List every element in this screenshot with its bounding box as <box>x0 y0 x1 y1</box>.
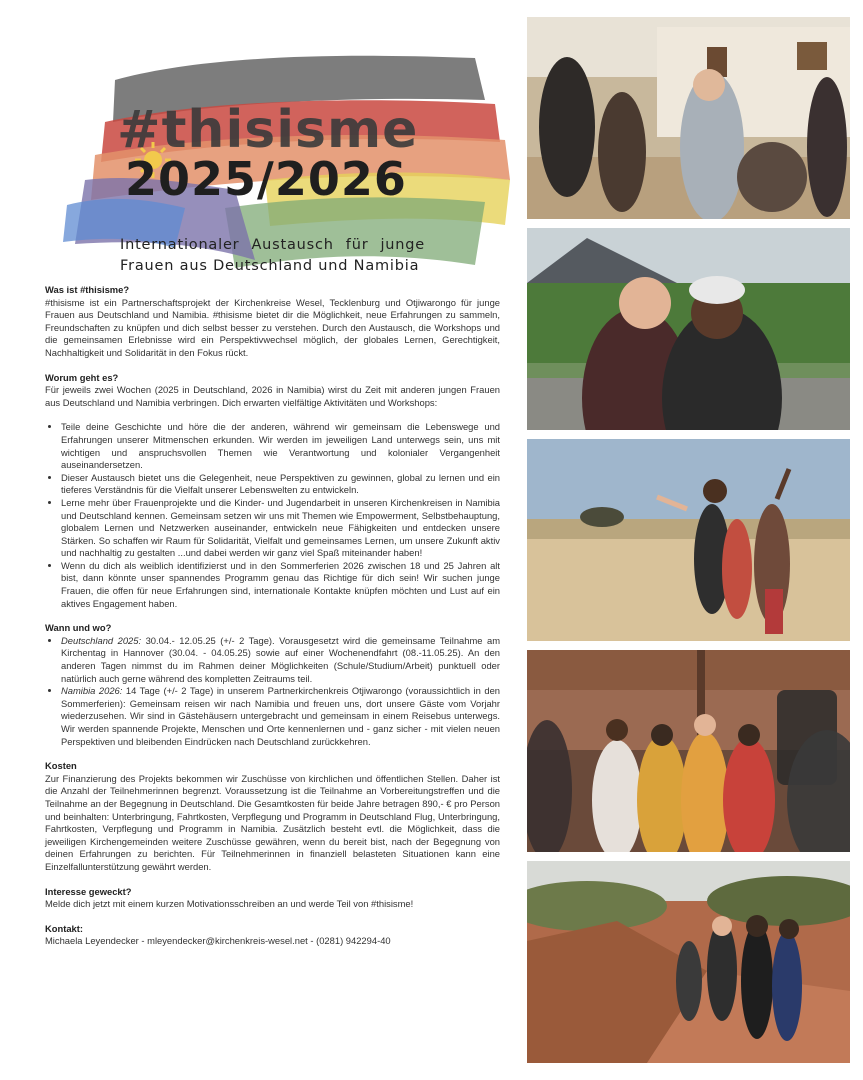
section-title-kontakt: Kontakt: <box>45 922 84 934</box>
worum-bullet: • Dieser Austausch bietet uns die Gelegenheit, neue Perspektiven zu gewinnen, global zu lernen und ein tieferes Verständnis für die Vielfalt unserer Lebenswelten zu entwickeln. <box>61 472 500 497</box>
photo-group-outdoor-building <box>527 17 850 219</box>
contact-line: Michaela Leyendecker - mleyendecker@kirchenkreis-wesel.net - (0281) 942294-40 <box>45 935 391 947</box>
section-title-was: Was ist #thisisme? <box>45 284 130 295</box>
section-title-wann: Wann und wo? <box>45 622 112 634</box>
section-text-was: #thisisme ist ein Partnerschaftsprojekt der Kirchenkreise Wesel, Tecklenburg und Otjiwarongo für junge Frauen aus Deutschland und Namibia. #thisisme bietet dir die Möglichkeit, neue Erfahrungen zu sammeln, Freundschaften zu knüpfen und dich selbst besser zu verstehen. Durch den Austausch, die Workshops und die gemeinsamen Erlebnisse wird ein Perspektivwechsel möglich, der globales Lernen, Gerechtigkeit, Nachhaltigkeit und Solidarität in den Fokus rückt. <box>45 296 500 358</box>
wann-text: 30.04.- 12.05.25 (+/- 2 Tage). Vorausgesetzt wird die gemeinsame Teilnahme am Kirchentag in Hannover (30.04. - 04.05.25) sowie auf einer Wochenendfahrt (08.-11.05.25). An den anderen Tagen nimmst du im Rahmen deiner Möglichkeiten (Schule/Studium/Arbeit) punktuell oder natürlich auch gerne während des kompletten Zeitraums teil. <box>61 634 500 684</box>
worum-bullet: • Teile deine Geschichte und höre die der anderen, während wir gemeinsam die Lebenswege und Erfahrungen unserer Mitmenschen erkunden. Wir werden im jeweiligen Land unterwegs sein, uns mit wichtigen und anspruchsvollen Themen wie Verantwortung und kolonialer Vergangenheit auseinandersetzen. <box>61 421 500 471</box>
subtitle <box>120 235 425 277</box>
wann-label: Namibia 2026: <box>61 685 123 697</box>
section-text-kosten: Zur Finanzierung des Projekts bekommen wir Zuschüsse von kirchlichen und öffentlichen Stellen. Daher ist die Anzahl der Teilnehmerinnen begrenzt. Voraussetzung ist die Teilnahme an Vorbereitungstreffen und die Teilnahme an der Begegnung in Deutschland. Die Gesamtkosten für beide Jahre betragen 890,- € pro Person und beinhalten: Unterbringung, Fahrtkosten, Verpflegung und Programm in Deutschland Flug, Unterbringung, Fahrtkosten, Verpflegung und Programm in Namibia. Zusätzlich besteht evtl. die Möglichkeit, dass die jeweiligen Kirchengemeinden weitere Zuschüsse gewähren, wenn du bereit bist, nach der Begegnung von deinen Erfahrungen zu berichten. Für Teilnehmerinnen in finanziell belasteten Situationen kann eine Einzelfallunterstützung gewährt werden. <box>45 772 500 872</box>
hashtag-title: #thisisme <box>117 100 419 160</box>
worum-bullet-list <box>45 421 500 610</box>
worum-bullet: • Wenn du dich als weiblich identifizierst und in den Sommerferien 2026 zwischen 18 und 25 Jahren alt bist, dann könnte unser spannendes Programm genau das Richtige für dich sein! Wir suchen junge Frauen, die offen für neue Erfahrungen sind, internationale Kontakte knüpfen möchten und Lust auf ein aktives Engagement haben. <box>61 560 500 610</box>
section-title-interesse: Interesse geweckt? <box>45 885 132 897</box>
section-intro-worum: Für jeweils zwei Wochen (2025 in Deutschland, 2026 in Namibia) wirst du Zeit mit anderen jungen Frauen aus Deutschland und Namibia verbringen. Dich erwarten vielfältige Aktivitäten und Workshops: <box>45 384 500 408</box>
photo-column <box>527 17 850 1063</box>
subtitle-line-2: Frauen aus Deutschland und Namibia <box>120 258 420 274</box>
section-title-kosten: Kosten <box>45 760 77 772</box>
main-text-column <box>45 284 500 948</box>
wann-item-namibia <box>61 685 500 748</box>
section-title-worum: Worum geht es? <box>45 371 119 383</box>
photo-two-women-smiling <box>527 228 850 430</box>
photo-rocky-hill-group <box>527 861 850 1063</box>
year-title: 2025/2026 <box>125 152 407 206</box>
worum-bullet: • Lerne mehr über Frauenprojekte und die Kinder- und Jugendarbeit in unseren Kirchenkreisen in Namibia und Deutschland kennen. Gemeinsam setzen wir uns mit Themen wie Empowerment, Selbstbehauptung, globalem Lernen und Netzwerken auseinander, entwickeln neue Fähigkeiten und entdecken unsere Stärken. So schaffen wir Raum für Solidarität, Vielfalt und gemeinsames Lernen, um unsere Zukunft aktiv und nachhaltig zu gestalten ...und dabei werden wir ganz viel Spaß miteinander haben! <box>61 497 500 560</box>
photo-savanna-group-cheering <box>527 439 850 641</box>
subtitle-line-1: Internationaler Austausch für junge <box>120 237 425 253</box>
photo-indoor-colorful-dresses <box>527 650 850 852</box>
wann-text: 14 Tage (+/- 2 Tage) in unserem Partnerkirchenkreis Otjiwarongo (voraussichtlich in den Sommerferien): Gemeinsam reisen wir nach Namibia und freuen uns, dort unsere Gäste vom Vorjahr wiederzusehen. Wir sind in Gästehäusern untergebracht und gemeinsam in einem Reisebus unterwegs. Wir werden spannende Projekte, Menschen und Orte kennenlernen und - ganz sicher - mit vielen neuen Perspektiven und bleibenden Eindrücken nach Deutschland zurückkehren. <box>61 685 500 747</box>
header-logo <box>55 30 515 285</box>
wann-bullet-list <box>45 635 500 748</box>
section-text-interesse: Melde dich jetzt mit einem kurzen Motivationsschreiben an und werde Teil von #thisisme! <box>45 898 414 910</box>
wann-item-deutschland <box>61 635 500 685</box>
wann-label: Deutschland 2025: <box>61 634 142 646</box>
